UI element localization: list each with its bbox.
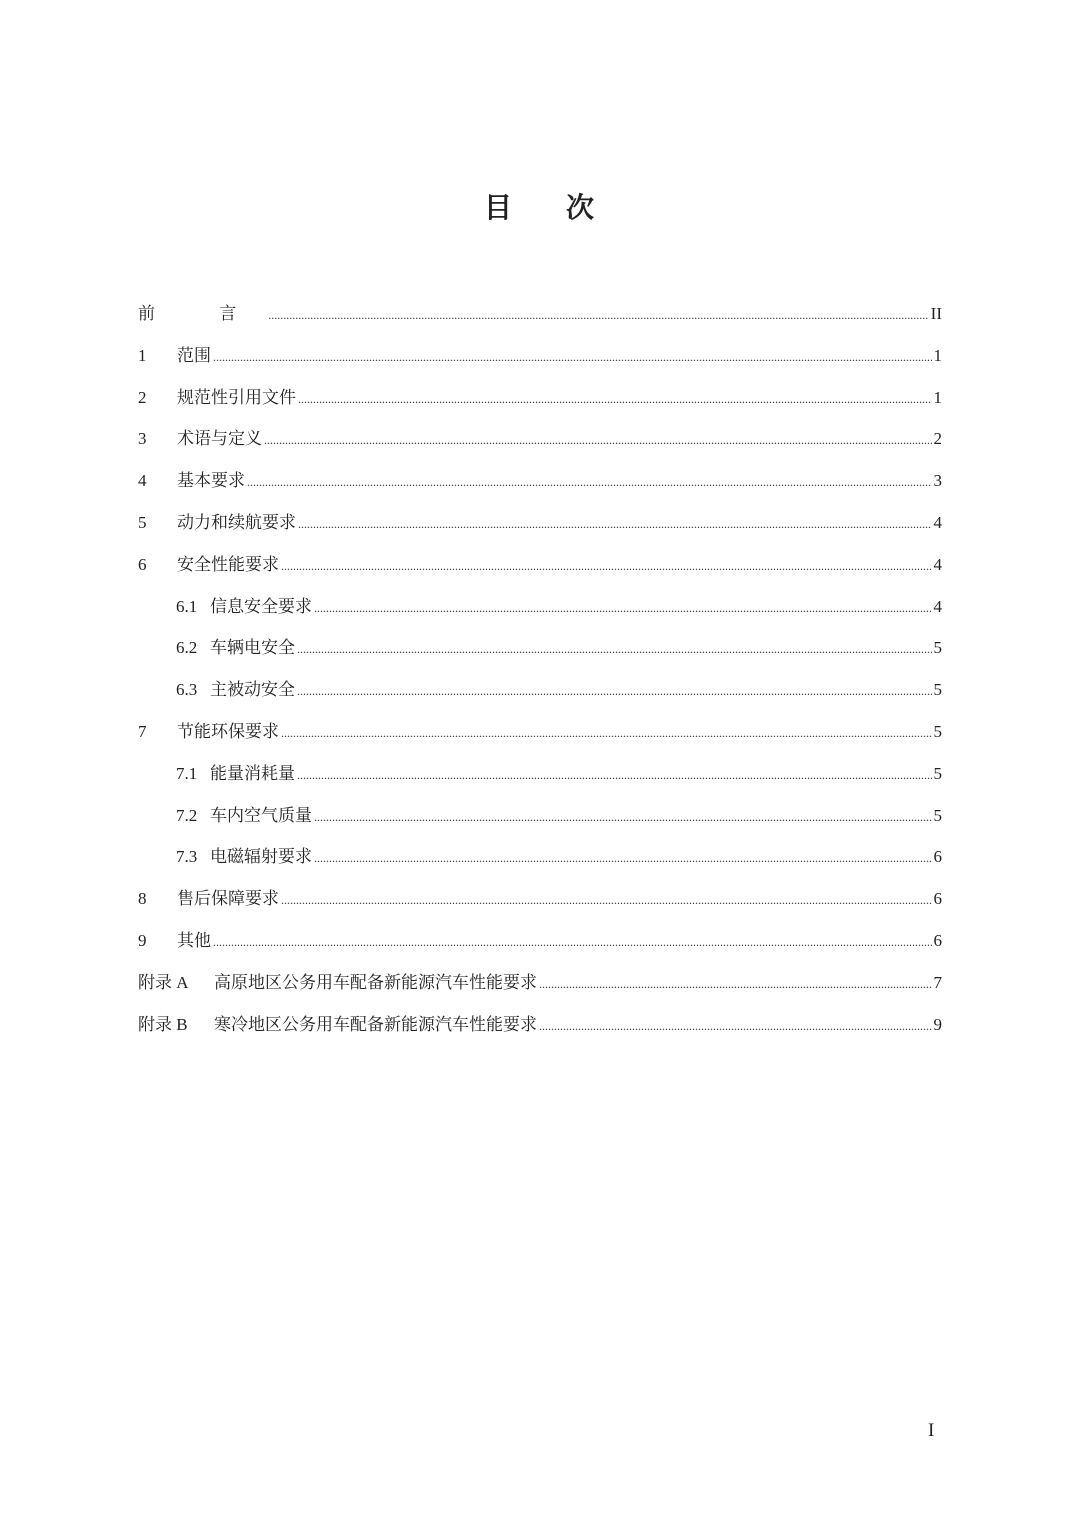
toc-entry-number: 7.1 — [176, 763, 198, 783]
leader-dots — [314, 601, 932, 616]
toc-entry-number: 4 — [138, 471, 147, 491]
leader-dots — [539, 1019, 932, 1034]
leader-dots — [268, 308, 928, 323]
toc-entry-number: 3 — [138, 429, 147, 449]
toc-entry-number: 6 — [138, 554, 147, 574]
toc-entry[interactable] — [138, 717, 942, 759]
leader-dots — [314, 851, 932, 866]
toc-entry-number: 附录 B — [138, 1014, 188, 1034]
toc-entry-title: 基本要求 — [177, 471, 245, 491]
toc-entry-title: 规范性引用文件 — [177, 387, 296, 407]
toc-entry-page: 3 — [933, 471, 942, 491]
leader-dots — [281, 893, 932, 908]
toc-entry-title: 信息安全要求 — [210, 596, 312, 616]
toc-entry-page: 4 — [933, 554, 942, 574]
toc-entry-page: 6 — [933, 847, 942, 867]
toc-entry-page: 6 — [933, 930, 942, 950]
toc-entry-page: 4 — [933, 512, 942, 532]
toc-entry-number: 7 — [138, 721, 147, 741]
toc-entry[interactable] — [138, 383, 942, 425]
toc-entry-title: 动力和续航要求 — [177, 512, 296, 532]
toc-entry-number: 5 — [138, 512, 147, 532]
leader-dots — [297, 642, 932, 657]
toc-entry-title: 车内空气质量 — [210, 805, 312, 825]
toc-entry[interactable] — [138, 968, 942, 1010]
toc-entry-number: 6.3 — [176, 680, 198, 700]
leader-dots — [281, 726, 932, 741]
toc-entry-number: 6.1 — [176, 596, 198, 616]
toc-entry-page: 5 — [933, 805, 942, 825]
toc-entry-number: 附录 A — [138, 972, 189, 992]
leader-dots — [298, 392, 932, 407]
toc-entry-page: 5 — [933, 680, 942, 700]
toc-entry-page: 5 — [933, 638, 942, 658]
toc-entry-title: 其他 — [177, 930, 211, 950]
toc-entry-title: 术语与定义 — [177, 429, 262, 449]
toc-entry[interactable] — [138, 466, 942, 508]
leader-dots — [213, 935, 932, 950]
leader-dots — [297, 768, 932, 783]
page-number: I — [928, 1420, 935, 1441]
leader-dots — [314, 810, 932, 825]
toc-entry-title: 高原地区公务用车配备新能源汽车性能要求 — [214, 972, 537, 992]
toc-entry[interactable] — [138, 675, 942, 717]
leader-dots — [264, 433, 932, 448]
toc-entry[interactable] — [138, 508, 942, 550]
toc-entry[interactable] — [138, 341, 942, 383]
toc-entry-title: 安全性能要求 — [177, 554, 279, 574]
toc-entry-title: 前 言 — [138, 304, 267, 323]
toc-entry-title: 能量消耗量 — [210, 763, 295, 783]
toc-entry-number: 9 — [138, 930, 147, 950]
toc-entry[interactable] — [138, 842, 942, 884]
leader-dots — [213, 350, 932, 365]
page-title — [0, 186, 1080, 226]
toc-entry-title: 主被动安全 — [210, 680, 295, 700]
toc-entry-number: 2 — [138, 387, 147, 407]
toc-entry-page: 2 — [933, 429, 942, 449]
toc-entry[interactable] — [138, 299, 942, 341]
toc-entry-page: 7 — [933, 972, 942, 992]
toc-entry[interactable] — [138, 424, 942, 466]
toc-entry-page: 1 — [933, 345, 942, 365]
toc-entry-number: 1 — [138, 345, 147, 365]
toc-entry-number: 7.2 — [176, 805, 198, 825]
leader-dots — [539, 977, 932, 992]
toc-entry-title: 范围 — [177, 345, 211, 365]
toc-entry-number: 7.3 — [176, 847, 198, 867]
toc-entry-title: 车辆电安全 — [210, 638, 295, 658]
toc-entry-page: 5 — [933, 721, 942, 741]
toc-entry-page: 9 — [933, 1014, 942, 1034]
toc-entry-page: 5 — [933, 763, 942, 783]
title-char: 目 — [483, 191, 514, 224]
toc-entry[interactable] — [138, 926, 942, 968]
toc-entry-page: 6 — [933, 889, 942, 909]
toc-entry-title: 售后保障要求 — [177, 889, 279, 909]
toc-entry-page: II — [930, 304, 942, 323]
toc-entry-page: 1 — [933, 387, 942, 407]
toc-entry-title: 电磁辐射要求 — [210, 847, 312, 867]
toc-entry[interactable] — [138, 801, 942, 843]
title-char: 次 — [566, 191, 597, 224]
leader-dots — [281, 559, 932, 574]
toc-entry-title: 寒冷地区公务用车配备新能源汽车性能要求 — [214, 1014, 537, 1034]
leader-dots — [298, 517, 932, 532]
table-of-contents — [138, 299, 942, 1051]
toc-entry[interactable] — [138, 592, 942, 634]
leader-dots — [247, 475, 932, 490]
toc-entry-title: 节能环保要求 — [177, 721, 279, 741]
toc-entry[interactable] — [138, 550, 942, 592]
toc-entry[interactable] — [138, 884, 942, 926]
leader-dots — [297, 684, 932, 699]
toc-entry[interactable] — [138, 633, 942, 675]
toc-entry[interactable] — [138, 759, 942, 801]
toc-entry-number: 6.2 — [176, 638, 198, 658]
toc-entry-page: 4 — [933, 596, 942, 616]
toc-entry-number: 8 — [138, 889, 147, 909]
toc-entry[interactable] — [138, 1010, 942, 1052]
